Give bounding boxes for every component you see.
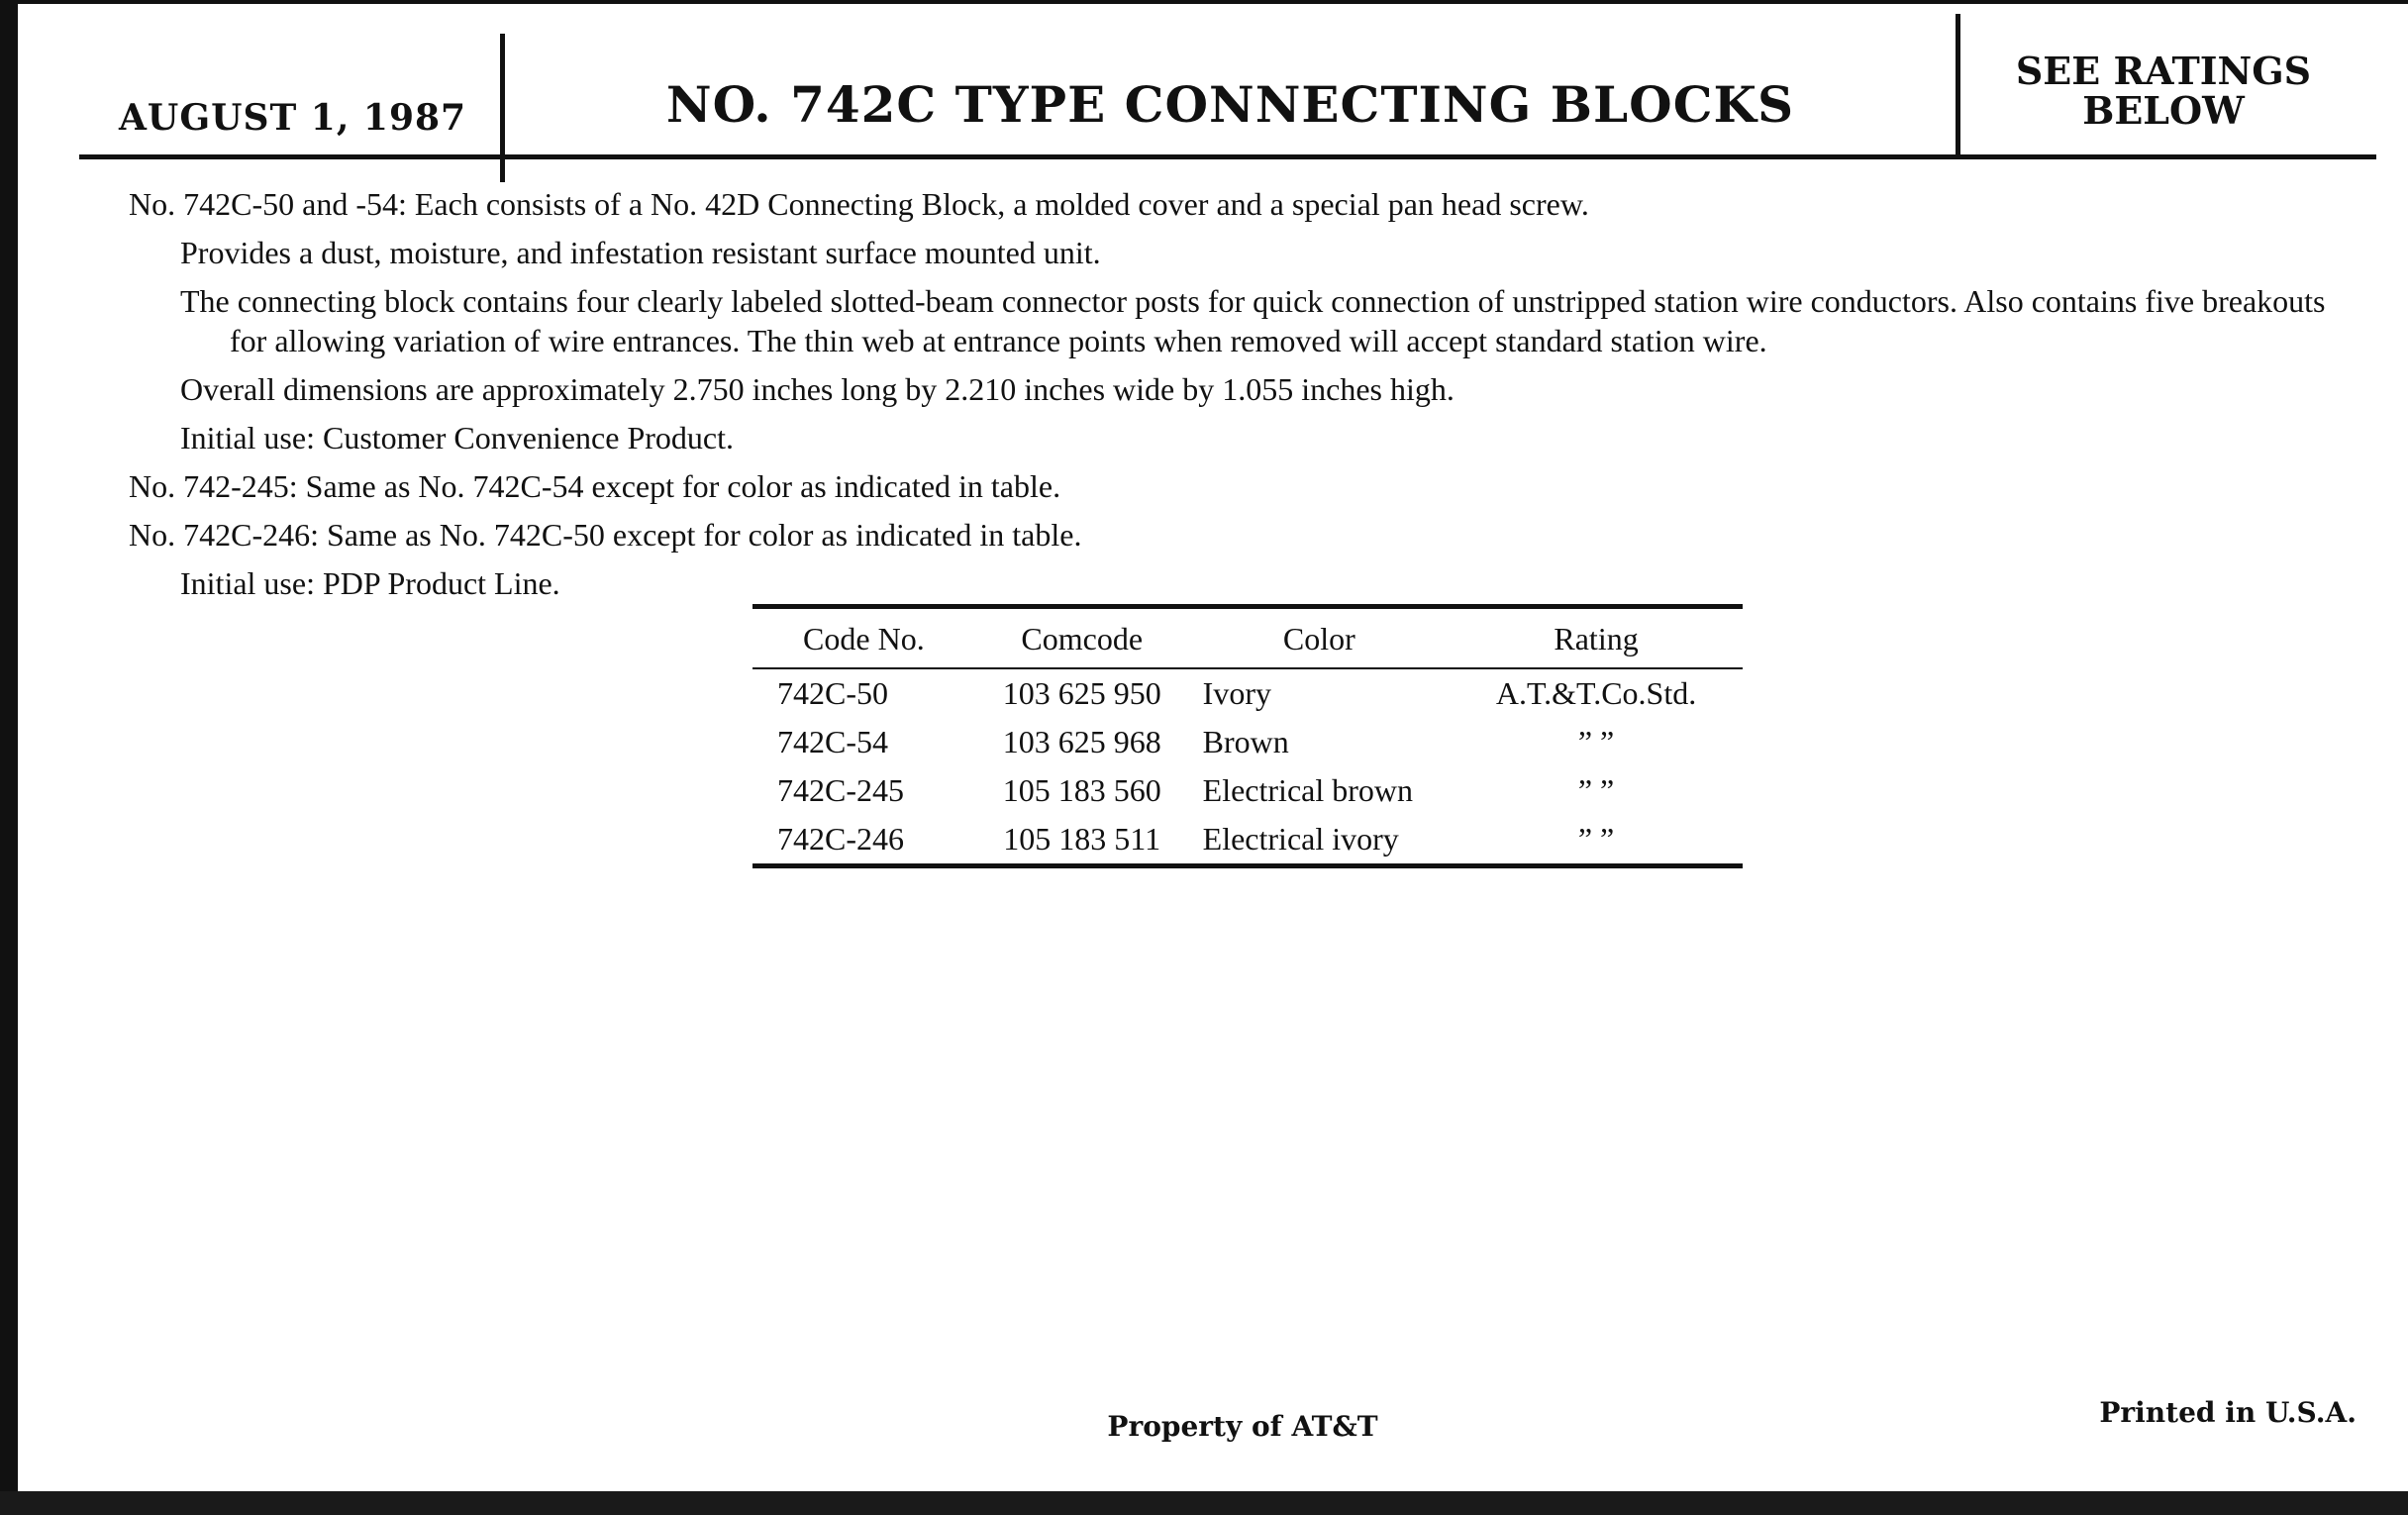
cell-comcode: 103 625 950: [1002, 674, 1161, 711]
ratings-line-1: SEE RATINGS: [2015, 49, 2312, 93]
table-header-row: [752, 609, 1743, 667]
property-notice: Property of AT&T: [1107, 1410, 1378, 1443]
paragraph-742-245: No. 742-245: Same as No. 742C-54 except for color as indicated in table.: [129, 468, 1061, 504]
header-divider-right: [1956, 14, 1960, 158]
header-rule: [79, 154, 2376, 159]
cell-comcode: 103 625 968: [1002, 723, 1161, 759]
paragraph-connector-posts: The connecting block contains four clearly labeled slotted-beam connector posts for quick connection of unstripped station wire conductors. Also contains five breakouts for allowing variation of wire entrances. The thin web at entrance points when removed will accept standard station wire.: [180, 283, 2326, 358]
cell-rating: A.T.&T.Co.Std.: [1495, 674, 1697, 711]
cell-color: Electrical brown: [1202, 771, 1413, 808]
scan-edge-bottom: [0, 1491, 2408, 1515]
cell-color: Brown: [1202, 723, 1289, 759]
cell-color: Ivory: [1202, 674, 1271, 711]
cell-code: 742C-50: [777, 674, 888, 711]
printed-notice: Printed in U.S.A.: [2099, 1396, 2357, 1429]
paragraph-dust-resistant: Provides a dust, moisture, and infestation resistant surface mounted unit.: [180, 235, 1101, 270]
paragraph-742c-246: No. 742C-246: Same as No. 742C-50 except for color as indicated in table.: [129, 517, 1082, 553]
cell-rating: ” ”: [1577, 723, 1615, 759]
column-header-rating: Rating: [1554, 621, 1639, 656]
table-row: [752, 766, 1743, 815]
paragraph-dimensions: Overall dimensions are approximately 2.750 inches long by 2.210 inches wide by 1.055 inches high.: [180, 371, 1455, 407]
paragraph-initial-use-pdp: Initial use: PDP Product Line.: [180, 565, 560, 601]
table-row: [752, 718, 1743, 766]
description-body: [129, 184, 2366, 612]
scan-edge-top: [0, 0, 2408, 4]
table-row: [752, 815, 1743, 863]
table-bottom-rule: [752, 863, 1743, 868]
paragraph-initial-use-customer: Initial use: Customer Convenience Product.: [180, 420, 734, 455]
column-header-color: Color: [1282, 621, 1355, 656]
column-header-comcode: Comcode: [1021, 621, 1144, 656]
cell-code: 742C-245: [777, 771, 904, 808]
cell-rating: ” ”: [1577, 820, 1615, 857]
document-date: AUGUST 1, 1987: [119, 97, 467, 139]
code-table: [752, 604, 1743, 868]
cell-code: 742C-54: [777, 723, 888, 759]
scan-edge-left: [0, 0, 18, 1515]
page-title: NO. 742C TYPE CONNECTING BLOCKS: [665, 75, 1795, 134]
cell-rating: ” ”: [1577, 771, 1615, 808]
cell-color: Electrical ivory: [1202, 820, 1399, 857]
cell-code: 742C-246: [777, 820, 904, 857]
cell-comcode: 105 183 560: [1002, 771, 1161, 808]
paragraph-742c-50-54: No. 742C-50 and -54: Each consists of a No. 42D Connecting Block, a molded cover and a special pan head screw.: [129, 186, 1589, 222]
ratings-line-2: BELOW: [2082, 88, 2245, 133]
column-header-code: Code No.: [803, 621, 925, 656]
ratings-note: [1965, 51, 2361, 131]
ratings-table: [752, 609, 1743, 863]
cell-comcode: 105 183 511: [1003, 820, 1161, 857]
table-row: [752, 669, 1743, 718]
